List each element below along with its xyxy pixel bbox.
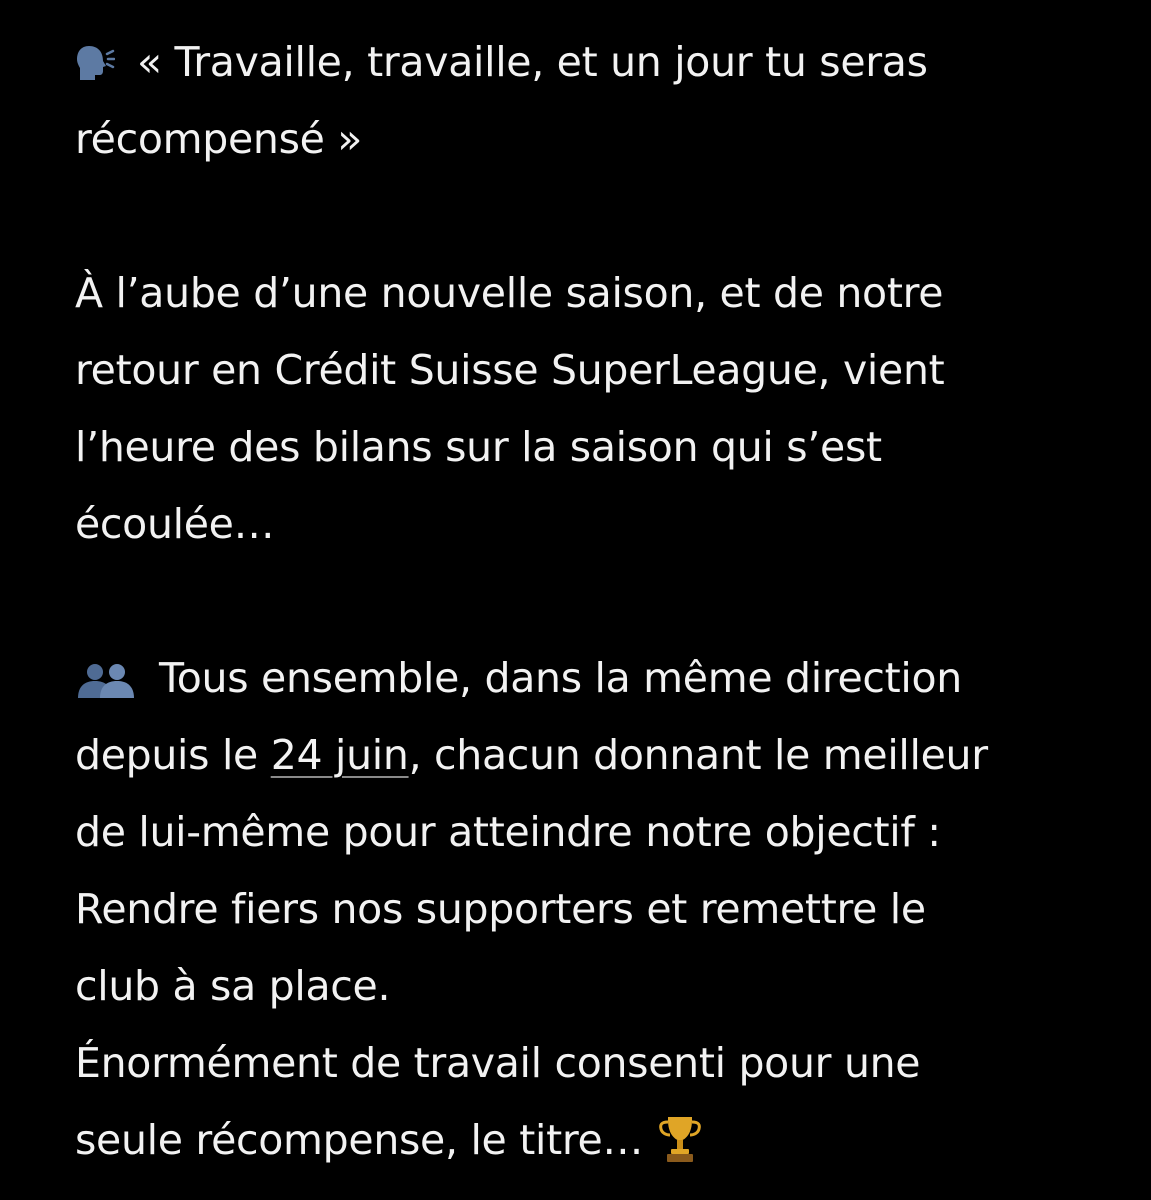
quote-line-1 (75, 24, 1115, 101)
date-link[interactable]: 24 juin (270, 731, 409, 779)
busts-in-silhouette-icon (75, 646, 137, 723)
team-line-3: de lui-même pour atteindre notre objectif : (75, 808, 941, 856)
team-line-2 (75, 717, 1115, 794)
note-body (75, 24, 1115, 1179)
team-line-1 (75, 640, 1115, 717)
team-text-2b: , chacun donnant le meilleur (408, 731, 988, 779)
team-text-1: Tous ensemble, dans la même direction (159, 654, 962, 702)
team-line-7 (75, 1102, 1115, 1179)
team-line-4: Rendre fiers nos supporters et remettre le (75, 885, 926, 933)
team-line-6: Énormément de travail consenti pour une (75, 1039, 921, 1087)
intro-line-2: retour en Crédit Suisse SuperLeague, vient (75, 346, 945, 394)
team-text-2a: depuis le (75, 731, 271, 779)
trophy-icon (657, 1112, 703, 1189)
quote-paragraph (75, 24, 1115, 178)
intro-paragraph (75, 255, 1115, 563)
team-paragraph (75, 640, 1115, 1179)
intro-line-1: À l’aube d’une nouvelle saison, et de notre (75, 269, 944, 317)
team-line-5: club à sa place. (75, 962, 391, 1010)
speaking-head-icon (75, 30, 115, 107)
team-text-7: seule récompense, le titre… (75, 1116, 644, 1164)
quote-text-2: récompensé » (75, 115, 363, 163)
quote-text-1: « Travaille, travaille, et un jour tu seras (137, 38, 928, 86)
intro-line-4: écoulée… (75, 500, 275, 548)
intro-line-3: l’heure des bilans sur la saison qui s’est (75, 423, 882, 471)
